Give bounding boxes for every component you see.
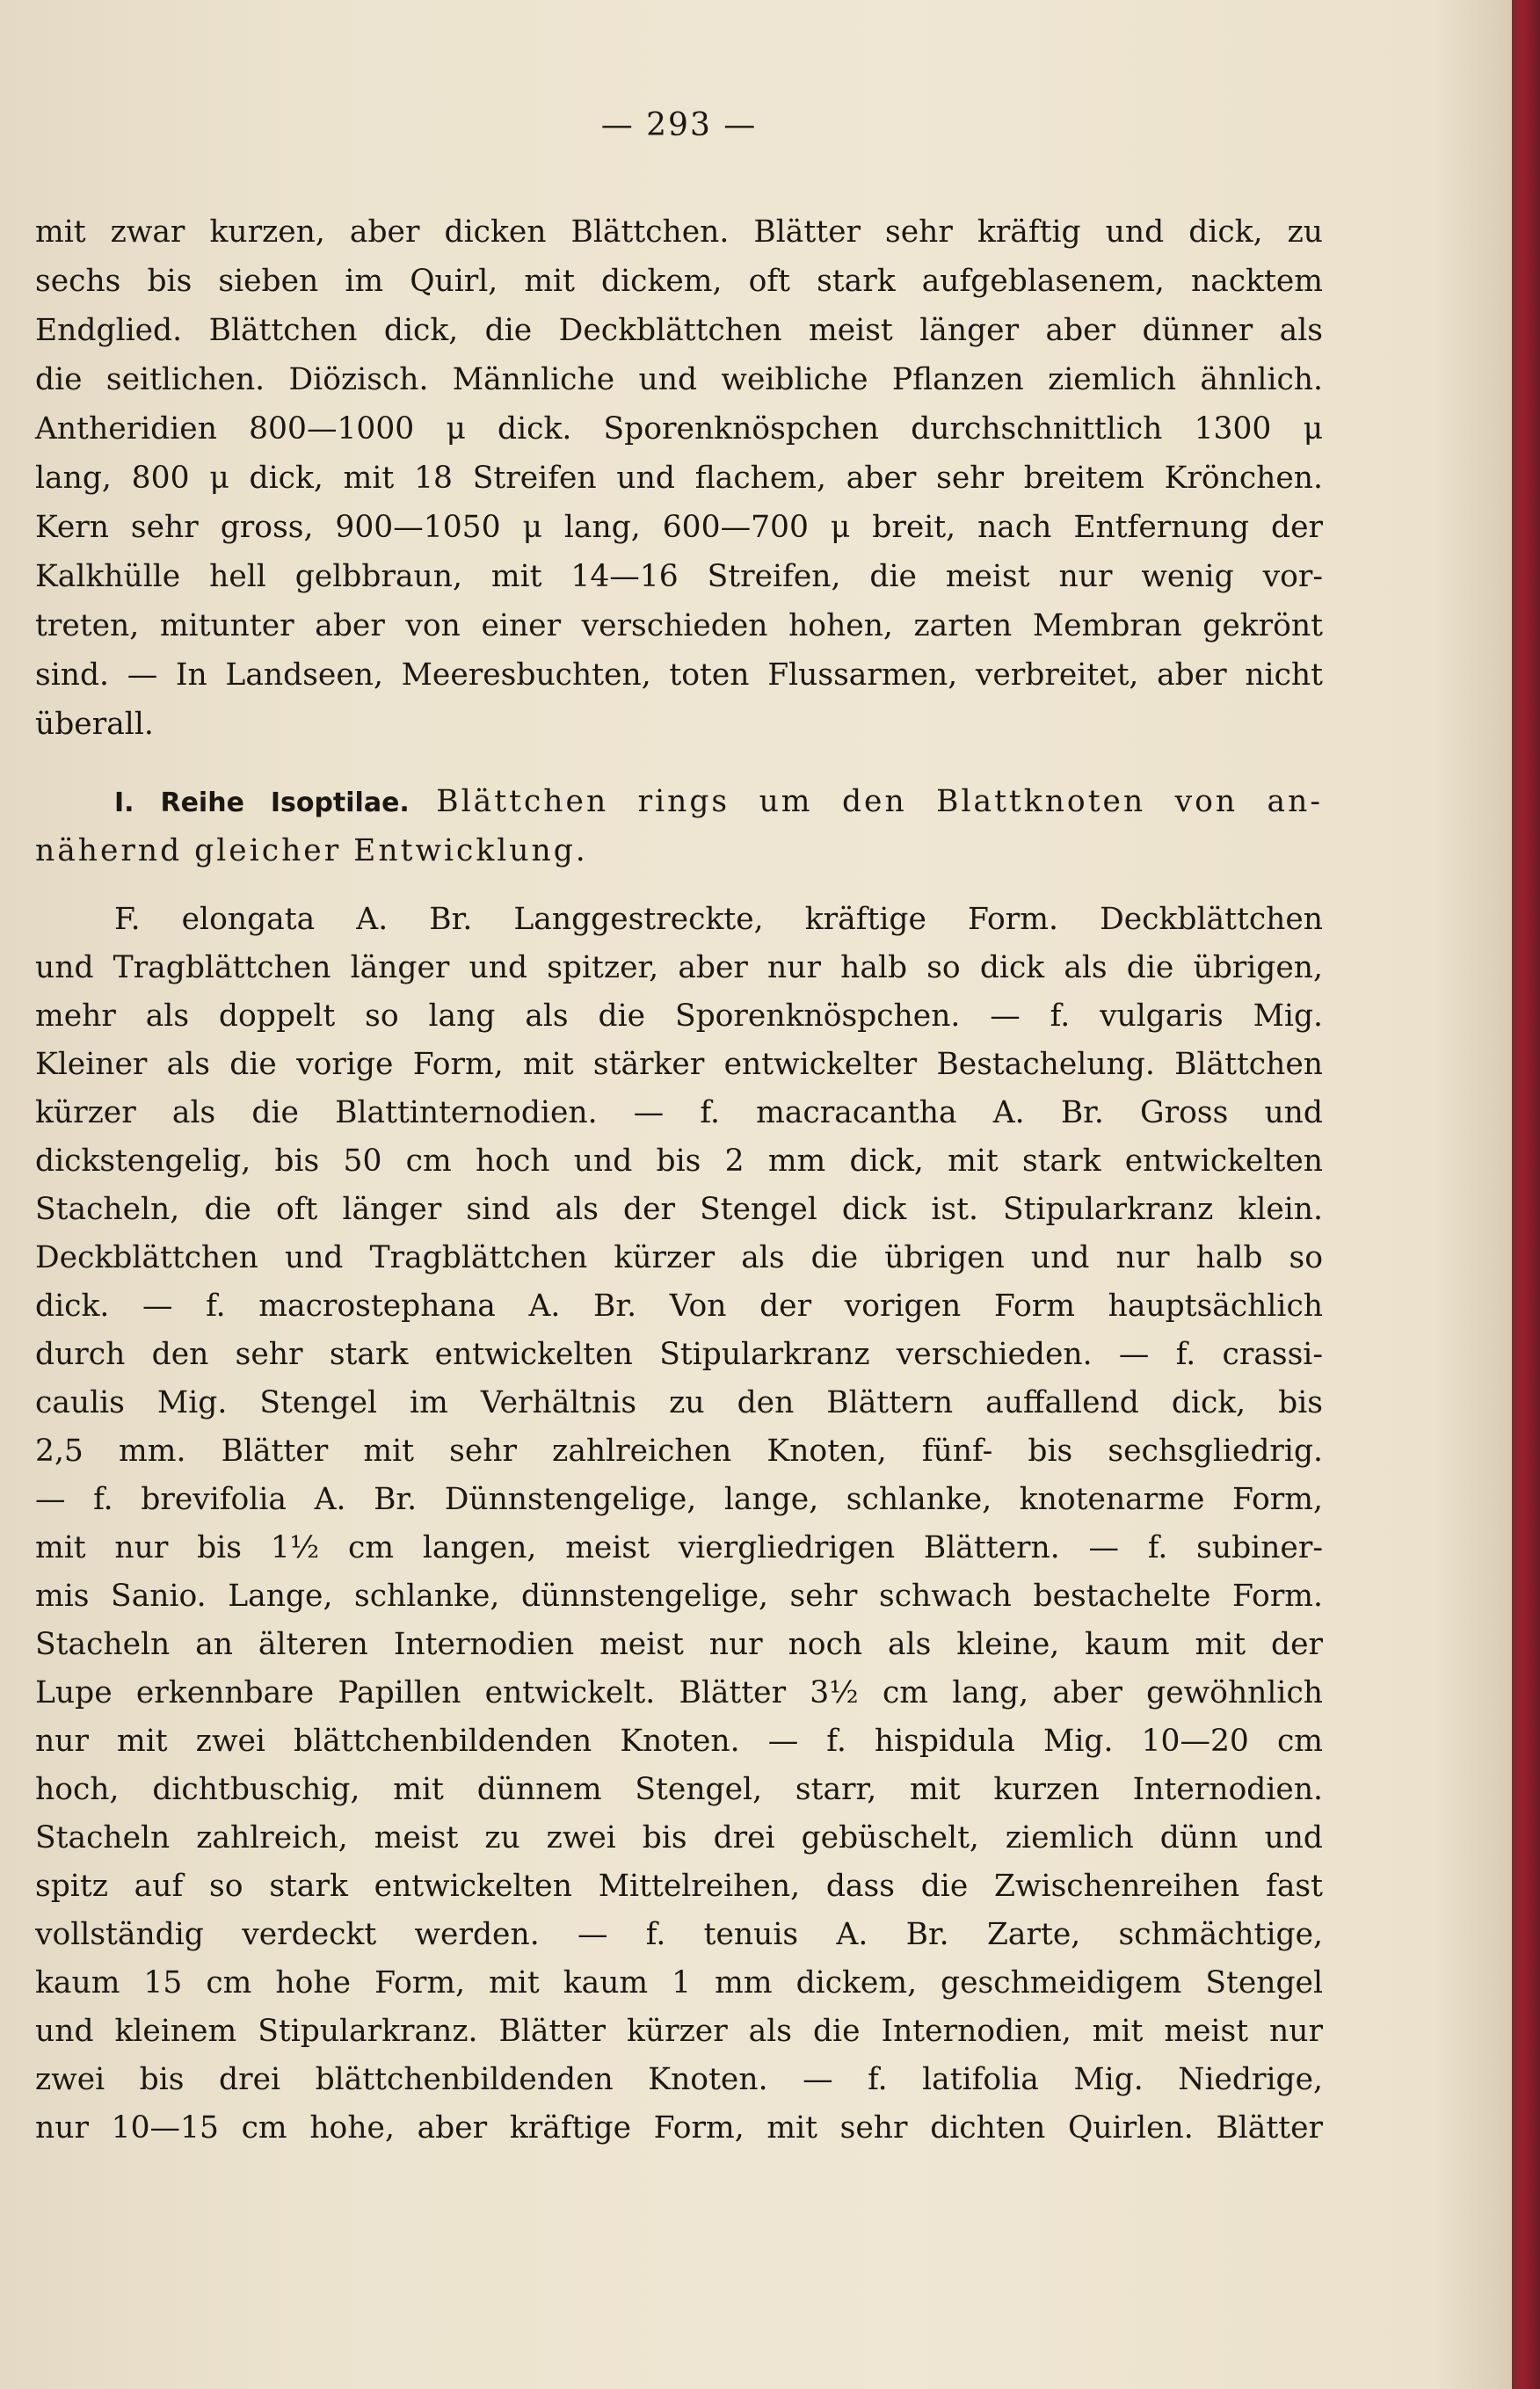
series-heading-text: Blättchen rings um den Blattknoten von an- [436,784,1324,819]
text-line: mit nur bis 1½ cm langen, meist viergliedrigen Blättern. — f. subiner- [35,1530,1323,1565]
text-line: lang, 800 μ dick, mit 18 Streifen und flachem, aber sehr breitem Krönchen. [35,461,1323,496]
text-line: zwei bis drei blättchenbildenden Knoten. — f. latifolia Mig. Niedrige, [35,2062,1323,2097]
text-line: und kleinem Stipularkranz. Blätter kürzer als die Internodien, mit meist nur [35,2014,1323,2049]
text-line: durch den sehr stark entwickelten Stipularkranz verschieden. — f. crassi- [35,1337,1323,1372]
text-line: und Tragblättchen länger und spitzer, aber nur halb so dick als die übrigen, [35,950,1323,985]
text-line: kaum 15 cm hohe Form, mit kaum 1 mm dickem, geschmeidigem Stengel [35,1965,1323,2001]
text-line: vollständig verdeckt werden. — f. tenuis A. Br. Zarte, schmächtige, [35,1917,1323,1952]
text-line: Antheridien 800—1000 μ dick. Sporenknöspchen durchschnittlich 1300 μ [35,411,1323,447]
text-line: 2,5 mm. Blätter mit sehr zahlreichen Knoten, fünf- bis sechsgliedrig. [35,1434,1323,1469]
text-line: hoch, dichtbuschig, mit dünnem Stengel, starr, mit kurzen Internodien. [35,1772,1323,1807]
text-line: treten, mitunter aber von einer verschieden hohen, zarten Membran gekrönt [35,608,1323,643]
text-line: dick. — f. macrostephana A. Br. Von der vorigen Form hauptsächlich [35,1289,1323,1324]
page-number: — 293 — [600,107,758,143]
text-line: — f. brevifolia A. Br. Dünnstengelige, lange, schlanke, knotenarme Form, [35,1482,1323,1517]
text-line: mit zwar kurzen, aber dicken Blättchen. Blätter sehr kräftig und dick, zu [35,214,1323,250]
text-line: Stacheln, die oft länger sind als der Stengel dick ist. Stipularkranz klein. [35,1192,1323,1227]
text-line: Stacheln an älteren Internodien meist nur noch als kleine, kaum mit der [35,1627,1323,1662]
text-line: Kalkhülle hell gelbbraun, mit 14—16 Streifen, die meist nur wenig vor- [35,559,1323,594]
series-heading-line [35,777,1323,826]
text-line: nur 10—15 cm hohe, aber kräftige Form, mit sehr dichten Quirlen. Blätter [35,2110,1323,2146]
text-line: sechs bis sieben im Quirl, mit dickem, oft stark aufgeblasenem, nacktem [35,264,1323,299]
series-heading-label: I. Reihe Isoptilae. [114,788,410,818]
text-line: mehr als doppelt so lang als die Sporenknöspchen. — f. vulgaris Mig. [35,998,1323,1034]
text-line: F. elongata A. Br. Langgestreckte, kräftige Form. Deckblättchen [114,902,1323,937]
text-line: Stacheln zahlreich, meist zu zwei bis drei gebüschelt, ziemlich dünn und [35,1820,1323,1855]
text-line: Kleiner als die vorige Form, mit stärker entwickelter Bestachelung. Blättchen [35,1047,1323,1082]
book-edge [1512,0,1540,2389]
text-line: Endglied. Blättchen dick, die Deckblättchen meist länger aber dünner als [35,313,1323,348]
text-line: nur mit zwei blättchenbildenden Knoten. — f. hispidula Mig. 10—20 cm [35,1724,1323,1759]
text-line: sind. — In Landseen, Meeresbuchten, toten Flussarmen, verbreitet, aber nicht [35,657,1323,693]
text-line: Kern sehr gross, 900—1050 μ lang, 600—700 μ breit, nach Entfernung der [35,510,1323,545]
text-line: spitz auf so stark entwickelten Mittelreihen, dass die Zwischenreihen fast [35,1869,1323,1904]
text-line: dickstengelig, bis 50 cm hoch und bis 2 mm dick, mit stark entwickelten [35,1144,1323,1179]
text-line: Lupe erkennbare Papillen entwickelt. Blätter 3½ cm lang, aber gewöhnlich [35,1675,1323,1710]
text-line: überall. [35,707,154,742]
text-line: Deckblättchen und Tragblättchen kürzer als die übrigen und nur halb so [35,1240,1323,1275]
text-line: die seitlichen. Diözisch. Männliche und weibliche Pflanzen ziemlich ähnlich. [35,362,1323,397]
text-line: caulis Mig. Stengel im Verhältnis zu den Blättern auffallend dick, bis [35,1385,1323,1420]
series-heading-line-2: nähernd gleicher Entwicklung. [35,833,588,868]
text-line: mis Sanio. Lange, schlanke, dünnstengelige, sehr schwach bestachelte Form. [35,1579,1323,1614]
text-line: kürzer als die Blattinternodien. — f. macracantha A. Br. Gross und [35,1095,1323,1130]
